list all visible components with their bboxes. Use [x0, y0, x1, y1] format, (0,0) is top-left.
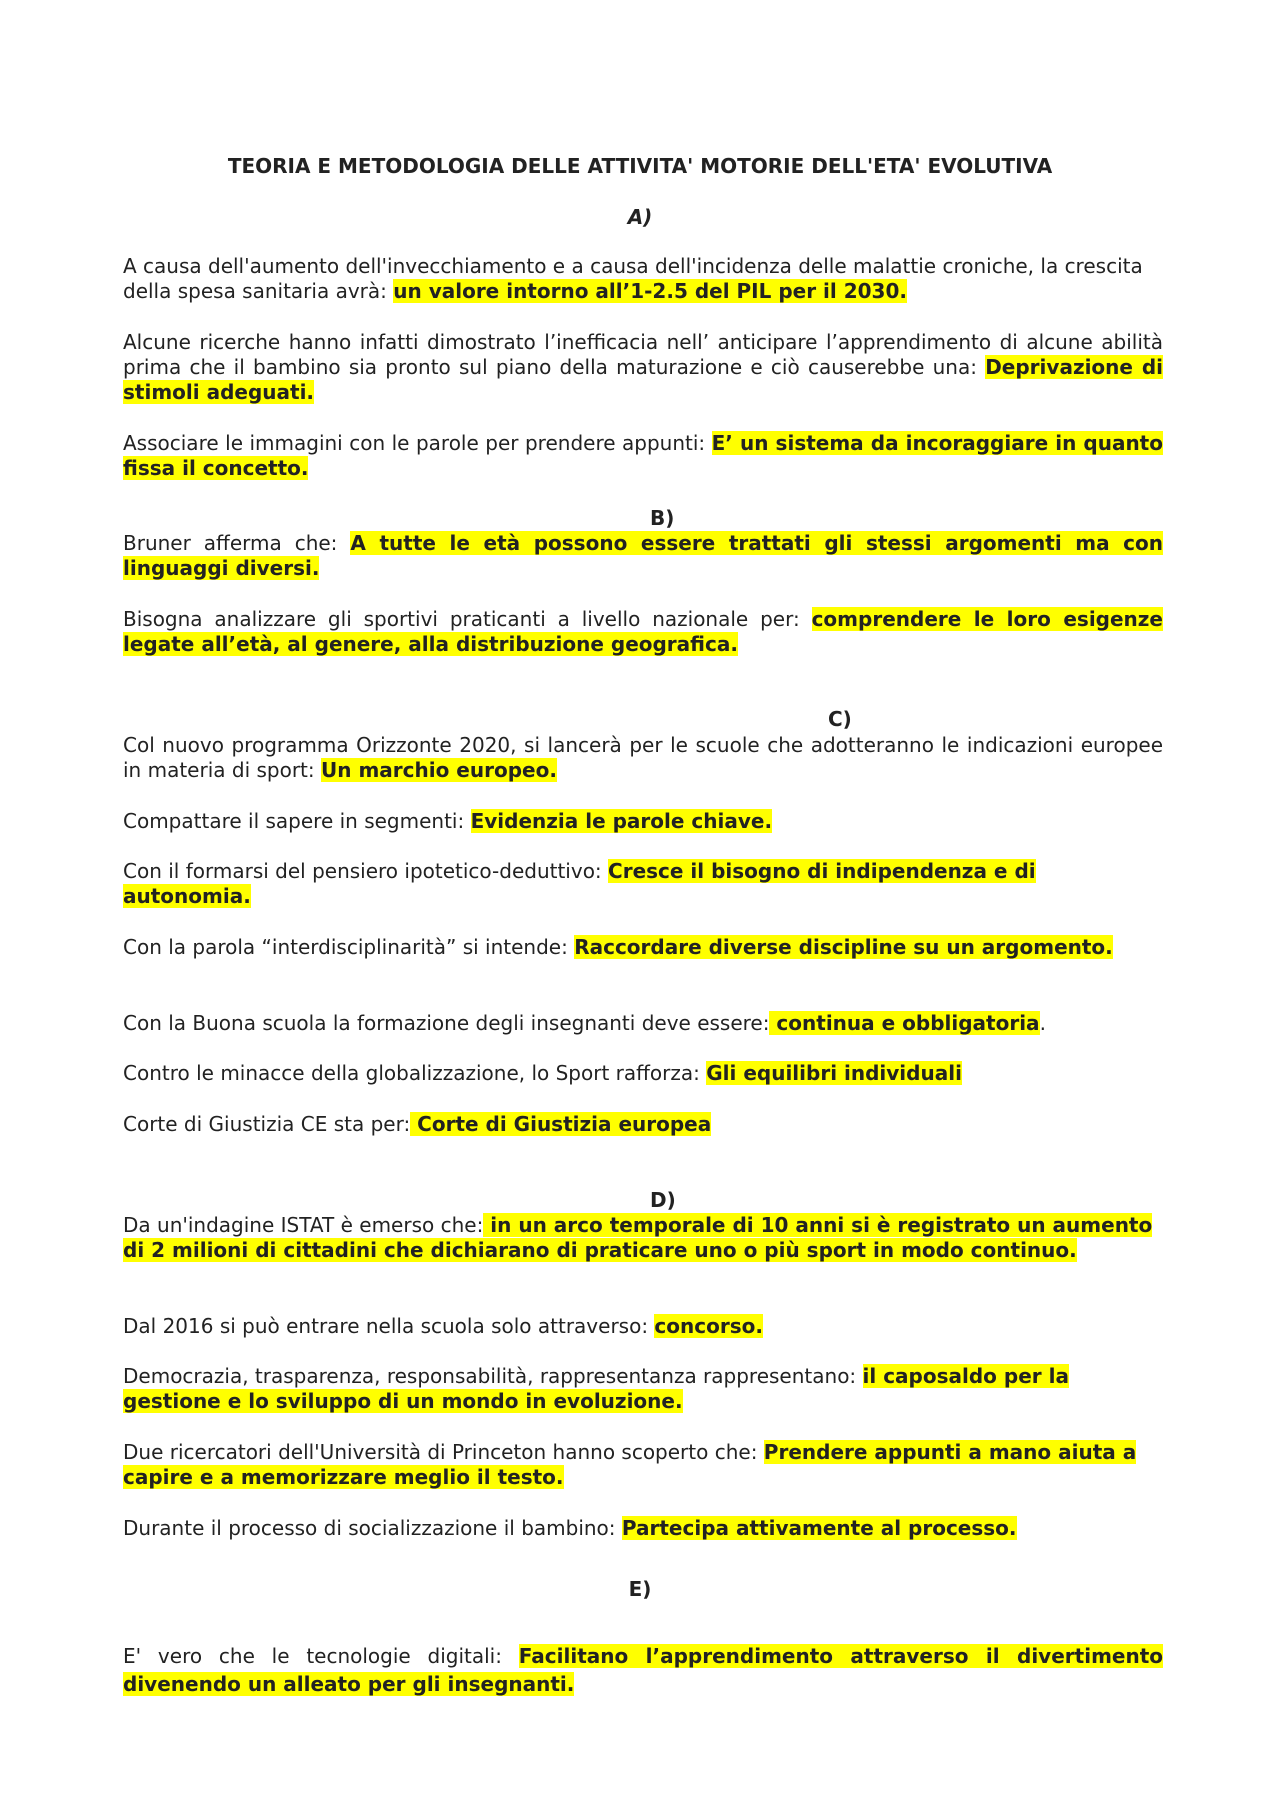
answer-highlight: Prendere appunti a mano aiuta a capire e a memorizzare meglio il testo. [123, 1440, 1137, 1489]
question-text: Bisogna analizzare gli sportivi praticanti a livello nazionale per: [123, 607, 800, 631]
question-item [123, 254, 1163, 304]
answer-highlight: Gli equilibri individuali [706, 1061, 962, 1085]
question-item [123, 859, 1163, 909]
section-heading-d: D) [650, 1188, 676, 1212]
answer-highlight: continua e obbligatoria [769, 1011, 1040, 1035]
question-text: E' vero che le tecnologie digitali: [123, 1644, 502, 1668]
question-item [123, 607, 1163, 657]
question-item [123, 1642, 1163, 1698]
question-item [123, 531, 1163, 581]
answer-highlight: E’ un sistema da incoraggiare in quanto fissa il concetto. [123, 431, 1163, 480]
question-item [123, 1364, 1163, 1414]
question-text: Due ricercatori dell'Università di Princeton hanno scoperto che: [123, 1440, 758, 1464]
answer-highlight: un valore intorno all’1-2.5 del PIL per il 2030. [393, 279, 907, 303]
answer-highlight: Deprivazione di stimoli adeguati. [123, 355, 1163, 404]
answer-highlight: Raccordare diverse discipline su un argomento. [574, 935, 1113, 959]
document-title: TEORIA E METODOLOGIA DELLE ATTIVITA' MOTORIE DELL'ETA' EVOLUTIVA [227, 154, 1053, 178]
question-item [123, 1112, 1163, 1137]
section-heading-a: A) [627, 205, 653, 229]
question-text: Associare le immagini con le parole per prendere appunti: [123, 431, 706, 455]
answer-highlight: Evidenzia le parole chiave. [470, 809, 773, 833]
question-item [123, 330, 1163, 405]
question-text: Col nuovo programma Orizzonte 2020, si lancerà per le scuole che adotteranno le indicazioni europee in materia di sport: [123, 733, 1163, 782]
question-item [123, 733, 1163, 783]
answer-suffix: . [1039, 1011, 1046, 1035]
question-item [123, 1314, 1163, 1339]
question-text: Durante il processo di socializzazione il bambino: [123, 1516, 616, 1540]
answer-highlight: Un marchio europeo. [321, 758, 557, 782]
answer-highlight: comprendere le loro esigenze legate all’età, al genere, alla distribuzione geografica. [123, 607, 1163, 656]
question-text: Con il formarsi del pensiero ipotetico-deduttivo: [123, 859, 602, 883]
question-item [123, 1516, 1163, 1541]
section-heading-e: E) [628, 1577, 652, 1601]
question-text: Contro le minacce della globalizzazione, lo Sport rafforza: [123, 1061, 700, 1085]
question-item [123, 1213, 1163, 1263]
question-item [123, 1061, 1163, 1086]
answer-highlight: Partecipa attivamente al processo. [621, 1516, 1017, 1540]
question-item [123, 809, 1163, 834]
answer-highlight: Corte di Giustizia europea [410, 1112, 712, 1136]
question-text: Corte di Giustizia CE sta per: [123, 1112, 411, 1136]
question-text: Alcune ricerche hanno infatti dimostrato l’inefficacia nell’ anticipare l’apprendimento di alcune abilità prima che il bambino sia pronto sul piano della maturazione e ciò causerebbe una: [123, 330, 1163, 379]
question-item [123, 1440, 1163, 1490]
question-text: Con la parola “interdisciplinarità” si intende: [123, 935, 568, 959]
answer-highlight: Cresce il bisogno di indipendenza e di autonomia. [123, 859, 1036, 908]
question-item [123, 1011, 1163, 1036]
question-text: Da un'indagine ISTAT è emerso che: [123, 1213, 484, 1237]
question-text: Dal 2016 si può entrare nella scuola solo attraverso: [123, 1314, 649, 1338]
question-text: Con la Buona scuola la formazione degli insegnanti deve essere: [123, 1011, 770, 1035]
question-text: Compattare il sapere in segmenti: [123, 809, 465, 833]
section-heading-b: B) [650, 506, 675, 530]
question-item [123, 935, 1163, 960]
answer-highlight: in un arco temporale di 10 anni si è registrato un aumento di 2 milioni di cittadini che dichiarano di praticare uno o più sport in modo continuo. [123, 1213, 1153, 1262]
question-text: Democrazia, trasparenza, responsabilità, rappresentanza rappresentano: [123, 1364, 857, 1388]
question-text: Bruner afferma che: [123, 531, 338, 555]
answer-highlight: concorso. [654, 1314, 763, 1338]
section-heading-c: C) [828, 707, 852, 731]
answer-highlight: A tutte le età possono essere trattati gli stessi argomenti ma con linguaggi diversi. [123, 531, 1164, 580]
question-item [123, 431, 1163, 481]
question-text: A causa dell'aumento dell'invecchiamento e a causa dell'incidenza delle malattie croniche, la crescita della spesa sanitaria avrà: [123, 254, 1143, 303]
answer-highlight: Facilitano l’apprendimento attraverso il divertimento divenendo un alleato per gli insegnanti. [123, 1644, 1164, 1696]
answer-highlight: il caposaldo per la gestione e lo sviluppo di un mondo in evoluzione. [123, 1364, 1069, 1413]
